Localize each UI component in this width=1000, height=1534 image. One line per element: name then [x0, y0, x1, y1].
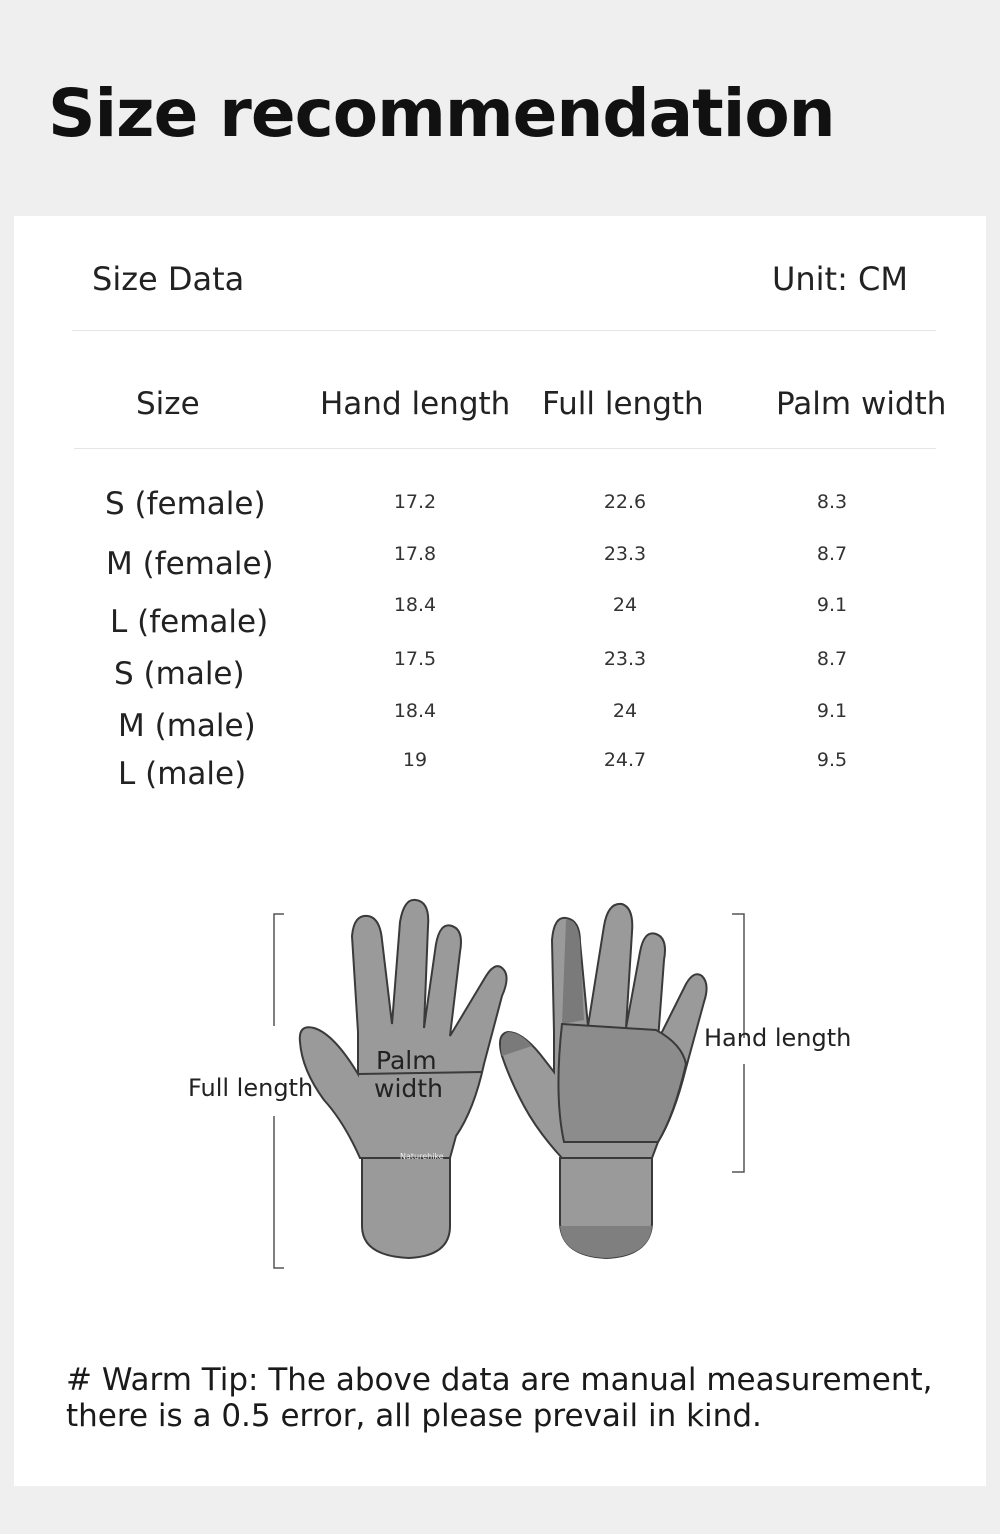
cell-hand-length: 17.8 [393, 543, 437, 565]
hand-length-bracket-top [732, 914, 744, 1038]
cell-hand-length: 18.4 [393, 700, 437, 722]
glove-palm-view [500, 904, 707, 1258]
cell-palm-width: 8.3 [816, 491, 848, 513]
row-size-label: L (male) [118, 756, 247, 792]
brand-logo: Naturehike [400, 1152, 444, 1161]
hand-length-bracket-bottom [732, 1064, 744, 1172]
divider [74, 448, 936, 449]
cell-full-length: 23.3 [603, 648, 647, 670]
column-header-full-length: Full length [542, 386, 704, 422]
cell-hand-length: 17.5 [393, 648, 437, 670]
column-header-size: Size [136, 386, 200, 422]
row-size-label: M (female) [106, 546, 274, 582]
row-size-label: M (male) [118, 708, 256, 744]
cell-full-length: 24 [612, 594, 638, 616]
cell-hand-length: 19 [402, 749, 428, 771]
row-size-label: S (female) [105, 486, 266, 522]
card-header [92, 260, 908, 298]
width-label: width [374, 1074, 443, 1103]
warm-tip-line-1: # Warm Tip: The above data are manual measurement, [66, 1362, 933, 1398]
cell-palm-width: 9.1 [816, 594, 848, 616]
divider [72, 330, 936, 331]
palm-grip-panel [558, 1024, 686, 1142]
full-length-label: Full length [188, 1074, 314, 1102]
cell-palm-width: 9.5 [816, 749, 848, 771]
cell-hand-length: 17.2 [393, 491, 437, 513]
glove-back-cuff [362, 1156, 450, 1258]
column-header-hand-length: Hand length [320, 386, 511, 422]
page-title: Size recommendation [48, 75, 835, 152]
cell-palm-width: 8.7 [816, 648, 848, 670]
row-size-label: S (male) [114, 656, 245, 692]
column-header-palm-width: Palm width [776, 386, 947, 422]
glove-back-hand [300, 900, 507, 1158]
cell-palm-width: 9.1 [816, 700, 848, 722]
glove-diagram [14, 896, 986, 1296]
full-length-bracket-top [274, 914, 284, 1026]
palm-label: Palm [376, 1046, 437, 1075]
cell-full-length: 24 [612, 700, 638, 722]
size-data-heading: Size Data [92, 260, 245, 298]
cell-palm-width: 8.7 [816, 543, 848, 565]
cell-full-length: 23.3 [603, 543, 647, 565]
cell-full-length: 24.7 [603, 749, 647, 771]
unit-label: Unit: CM [771, 260, 908, 298]
cell-hand-length: 18.4 [393, 594, 437, 616]
cell-full-length: 22.6 [603, 491, 647, 513]
warm-tip-line-2: there is a 0.5 error, all please prevail in kind. [66, 1398, 762, 1434]
glove-illustration [14, 896, 986, 1296]
warm-tip [66, 1362, 946, 1434]
full-length-bracket-bottom [274, 1116, 284, 1268]
hand-length-label: Hand length [704, 1024, 852, 1052]
size-card [14, 216, 986, 1486]
row-size-label: L (female) [110, 604, 269, 640]
